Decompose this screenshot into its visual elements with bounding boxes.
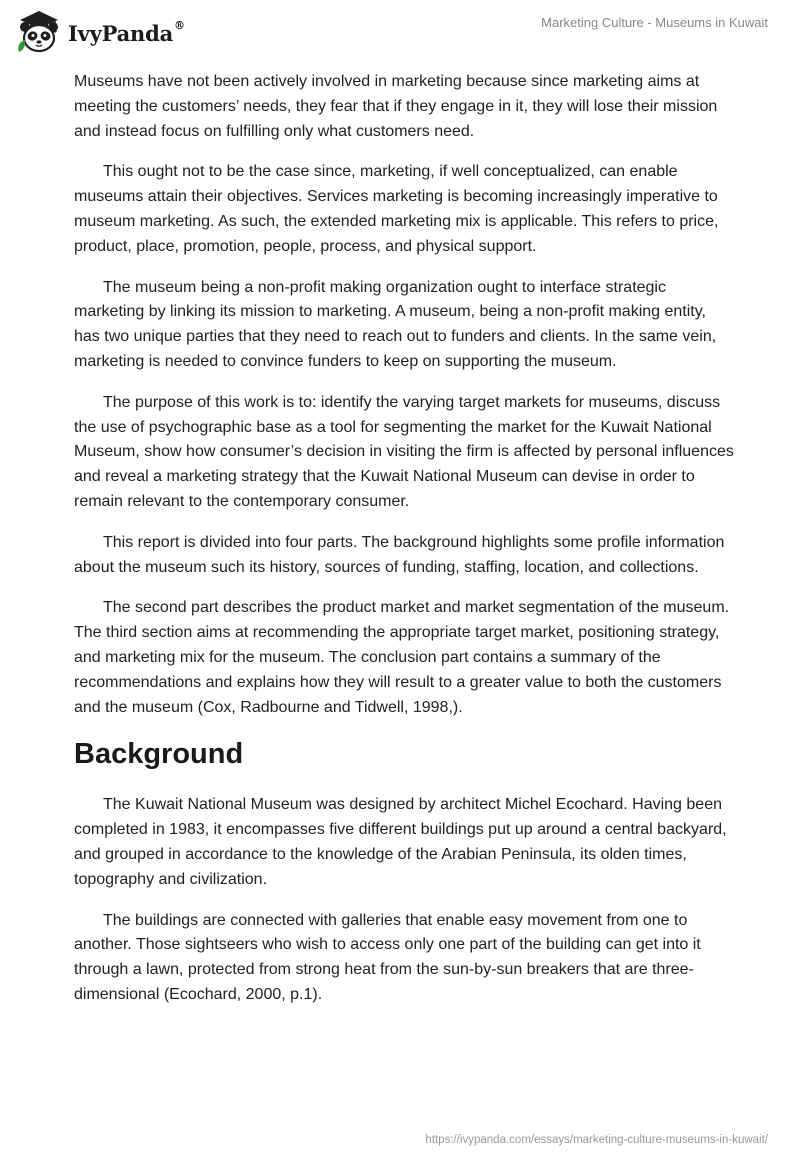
panda-logo-icon	[14, 8, 64, 56]
logo-text: IvyPanda	[68, 20, 174, 46]
paragraph: The purpose of this work is to: identify the varying target markets for museums, discuss the use of psychographic base as a tool for segmenting the market for the Kuwait National Museum, show how consumer’s decision in visiting the firm is affected by personal influences and reveal a marketing strategy that the Kuwait National Museum can devise in order to remain relevant to the contemporary consumer.	[74, 393, 734, 510]
footer-url[interactable]: https://ivypanda.com/essays/marketing-culture-museums-in-kuwait/	[425, 1134, 768, 1146]
paragraph: The museum being a non-profit making organization ought to interface strategic marketing by linking its mission to marketing. A museum, being a non-profit making entity, has two unique parties that they need to reach out to funders and clients. In the same vein, marketing is needed to convince funders to keep on supporting the museum.	[74, 278, 717, 370]
page-header	[0, 0, 800, 60]
paragraph: Museums have not been actively involved in marketing because since marketing aims at meeting the customers’ needs, they fear that if they engage in it, they will lose their mission and instead focus on fulfilling only what customers need.	[74, 73, 718, 140]
logo-wordmark	[68, 18, 185, 46]
paragraph: This ought not to be the case since, marketing, if well conceptualized, can enable museums attain their objectives. Services marketing is becoming increasingly imperative to museum marketing. As such, the extended marketing mix is applicable. This refers to price, product, place, promotion, people, process, and physical support.	[74, 163, 719, 255]
section-heading-background: Background	[74, 738, 244, 771]
paragraph: The buildings are connected with galleries that enable easy movement from one to another. Those sightseers who wish to access only one part of the building can get into it through a lawn, protected from strong heat from the sun-by-sun breakers that are three-dimensional (Ecochard, 2000, p.1).	[74, 911, 701, 1003]
ivypanda-logo[interactable]	[14, 8, 185, 56]
document-title: Marketing Culture - Museums in Kuwait	[541, 15, 768, 30]
paragraph: This report is divided into four parts. The background highlights some profile information about the museum such its history, sources of funding, staffing, location, and collections.	[74, 533, 725, 576]
paragraph: The second part describes the product market and market segmentation of the museum. The third section aims at recommending the appropriate target market, positioning strategy, and marketing mix for the museum. The conclusion part contains a summary of the recommendations and explains how they will result to a greater value to both the customers and the museum (Cox, Radbourne and Tidwell, 1998,).	[74, 599, 730, 716]
registered-mark: ®	[174, 18, 185, 32]
essay-content	[74, 70, 734, 1024]
paragraph: The Kuwait National Museum was designed by architect Michel Ecochard. Having been completed in 1983, it encompasses five different buildings put up around a central backyard, and grouped in accordance to the knowledge of the Arabian Peninsula, its olden times, topography and civilization.	[74, 796, 727, 888]
